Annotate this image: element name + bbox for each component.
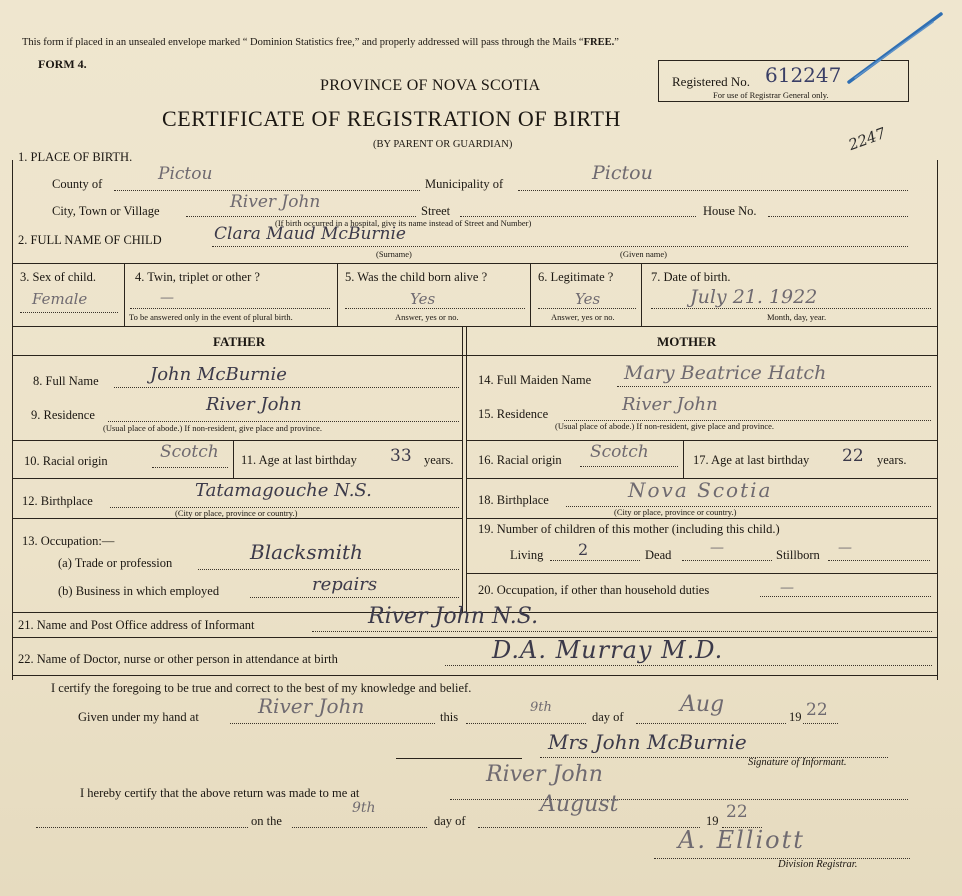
informant-signature-caption: Signature of Informant. [748,757,847,768]
registrar-day-of-label: day of [434,814,466,828]
municipality-value: Pictou [592,162,653,184]
registrar-year-value: 22 [726,802,748,822]
given-name-caption: (Given name) [620,249,667,259]
row3-bottom-rule [12,326,938,327]
registered-number: 612247 [765,63,842,87]
business-label: (b) Business in which employed [58,584,220,598]
alive-note: Answer, yes or no. [395,312,459,322]
child-name-value: Clara Maud McBurnie [214,224,406,244]
registered-note: For use of Registrar General only. [713,90,829,100]
corner-mark: 2247 [846,124,889,154]
place-of-birth-heading: 1. PLACE OF BIRTH. [18,150,133,164]
given-year-value: 22 [806,700,828,720]
legitimate-label: 6. Legitimate ? [538,270,614,284]
mail-notice: This form if placed in an unsealed envelope marked “ Dominion Statistics free,” and properly addressed will pass through the Mails “FREE.” [22,37,619,48]
county-label: County of [52,177,103,191]
blue-pencil-mark [845,8,950,88]
father-age-label: 11. Age at last birthday [241,453,357,467]
mother-occupation-label: 20. Occupation, if other than household duties [478,583,710,597]
father-name-value: John McBurnie [150,364,287,385]
given-month-value: Aug [680,692,725,717]
registrar-year-prefix: 19 [706,814,719,828]
certification-statement: I certify the foregoing to be true and correct to the best of my knowledge and belief. [51,681,472,695]
given-day-value: 9th [530,700,552,715]
dob-note: Month, day, year. [767,312,827,322]
father-residence-value: River John [206,394,302,415]
occupation-label: 13. Occupation:— [22,534,115,548]
twin-label: 4. Twin, triplet or other ? [135,270,260,284]
city-value: River John [230,192,321,212]
mother-residence-note: (Usual place of abode.) If non-resident, give place and province. [555,421,775,431]
on-the-label: on the [251,814,282,828]
father-birthplace-label: 12. Birthplace [22,494,93,508]
father-birthplace-note: (City or place, province or country.) [175,508,298,518]
given-year-prefix: 19 [789,710,802,724]
mother-birthplace-label: 18. Birthplace [478,493,549,507]
mother-age-value: 22 [842,446,864,466]
city-line [186,216,416,217]
child-name-label: 2. FULL NAME OF CHILD [18,233,162,247]
given-under-label: Given under my hand at [78,710,199,724]
trade-label: (a) Trade or profession [58,556,173,570]
center-divider-b [466,326,467,612]
form-number: FORM 4. [38,57,87,71]
this-label: this [440,710,459,724]
living-label: Living [510,548,544,562]
given-place-value: River John [258,694,365,718]
mother-birthplace-value: Nova Scotia [628,478,773,502]
registrar-signature-caption: Division Registrar. [778,859,858,870]
mother-residence-value: River John [622,394,718,415]
mother-birthplace-note: (City or place, province or country.) [614,507,737,517]
stillborn-label: Stillborn [776,548,820,562]
father-heading: FATHER [213,334,266,349]
doctor-value: D.A. Murray M.D. [492,636,724,664]
mother-racial-label: 16. Racial origin [478,453,562,467]
registrar-place-value: River John [486,762,603,787]
registered-label: Registered No. [672,74,750,89]
hospital-note: (If birth occurred in a hospital, give its name instead of Street and Number) [275,218,532,228]
mother-age-label: 17. Age at last birthday [693,453,810,467]
alive-value: Yes [410,290,436,308]
county-value: Pictou [158,164,213,184]
informant-label: 21. Name and Post Office address of Informant [18,618,255,632]
frame-left [12,160,13,680]
mother-maiden-value: Mary Beatrice Hatch [624,362,827,384]
surname-caption: (Surname) [376,249,412,259]
house-label: House No. [703,204,757,218]
certificate-title: CERTIFICATE OF REGISTRATION OF BIRTH [162,106,621,131]
mother-occupation-value: — [780,580,794,596]
trade-value: Blacksmith [250,540,363,564]
father-years-label: years. [424,453,454,467]
twin-value: — [160,290,174,306]
city-label: City, Town or Village [52,204,160,218]
father-name-label: 8. Full Name [33,374,99,388]
given-day-of-label: day of [592,710,624,724]
legitimate-value: Yes [575,290,601,308]
certificate-subtitle: (BY PARENT OR GUARDIAN) [373,139,513,150]
mother-maiden-label: 14. Full Maiden Name [478,373,592,387]
sex-label: 3. Sex of child. [20,270,97,284]
informant-value: River John N.S. [368,604,539,629]
children-count-label: 19. Number of children of this mother (including this child.) [478,522,780,536]
street-line [460,216,696,217]
municipality-label: Municipality of [425,177,504,191]
mother-residence-label: 15. Residence [478,407,549,421]
father-age-value: 33 [390,446,412,466]
alive-label: 5. Was the child born alive ? [345,270,488,284]
center-divider-a [462,326,463,612]
registrar-signature: A. Elliott [678,826,805,854]
mother-years-label: years. [877,453,907,467]
registrar-day-value: 9th [352,800,376,816]
province-heading: PROVINCE OF NOVA SCOTIA [320,77,541,94]
father-racial-value: Scotch [160,442,219,462]
parent-heading-rule [12,355,938,356]
registrar-statement: I hereby certify that the above return was made to me at [80,786,360,800]
stillborn-value: — [838,540,852,556]
row3-top-rule [12,263,938,264]
mother-heading: MOTHER [657,334,717,349]
dob-label: 7. Date of birth. [651,270,731,284]
doctor-label: 22. Name of Doctor, nurse or other person in attendance at birth [18,652,338,666]
dead-value: — [710,540,724,556]
mother-racial-value: Scotch [590,442,649,462]
father-residence-note: (Usual place of abode.) If non-resident, give place and province. [103,423,323,433]
father-residence-label: 9. Residence [31,408,95,422]
registrar-month-value: August [540,792,619,817]
street-label: Street [421,204,451,218]
sex-value: Female [32,290,88,308]
dead-label: Dead [645,548,672,562]
father-racial-label: 10. Racial origin [24,454,108,468]
municipality-line [518,190,908,191]
business-value: repairs [312,574,378,595]
living-value: 2 [578,540,589,559]
informant-signature: Mrs John McBurnie [548,730,747,754]
short-rule [396,758,522,759]
dob-value: July 21. 1922 [690,286,818,308]
twin-note: To be answered only in the event of plural birth. [129,312,293,322]
frame-right [937,160,938,680]
house-line [768,216,908,217]
county-line [114,190,420,191]
legitimate-note: Answer, yes or no. [551,312,615,322]
child-name-line [212,246,908,247]
father-birthplace-value: Tatamagouche N.S. [195,480,372,501]
